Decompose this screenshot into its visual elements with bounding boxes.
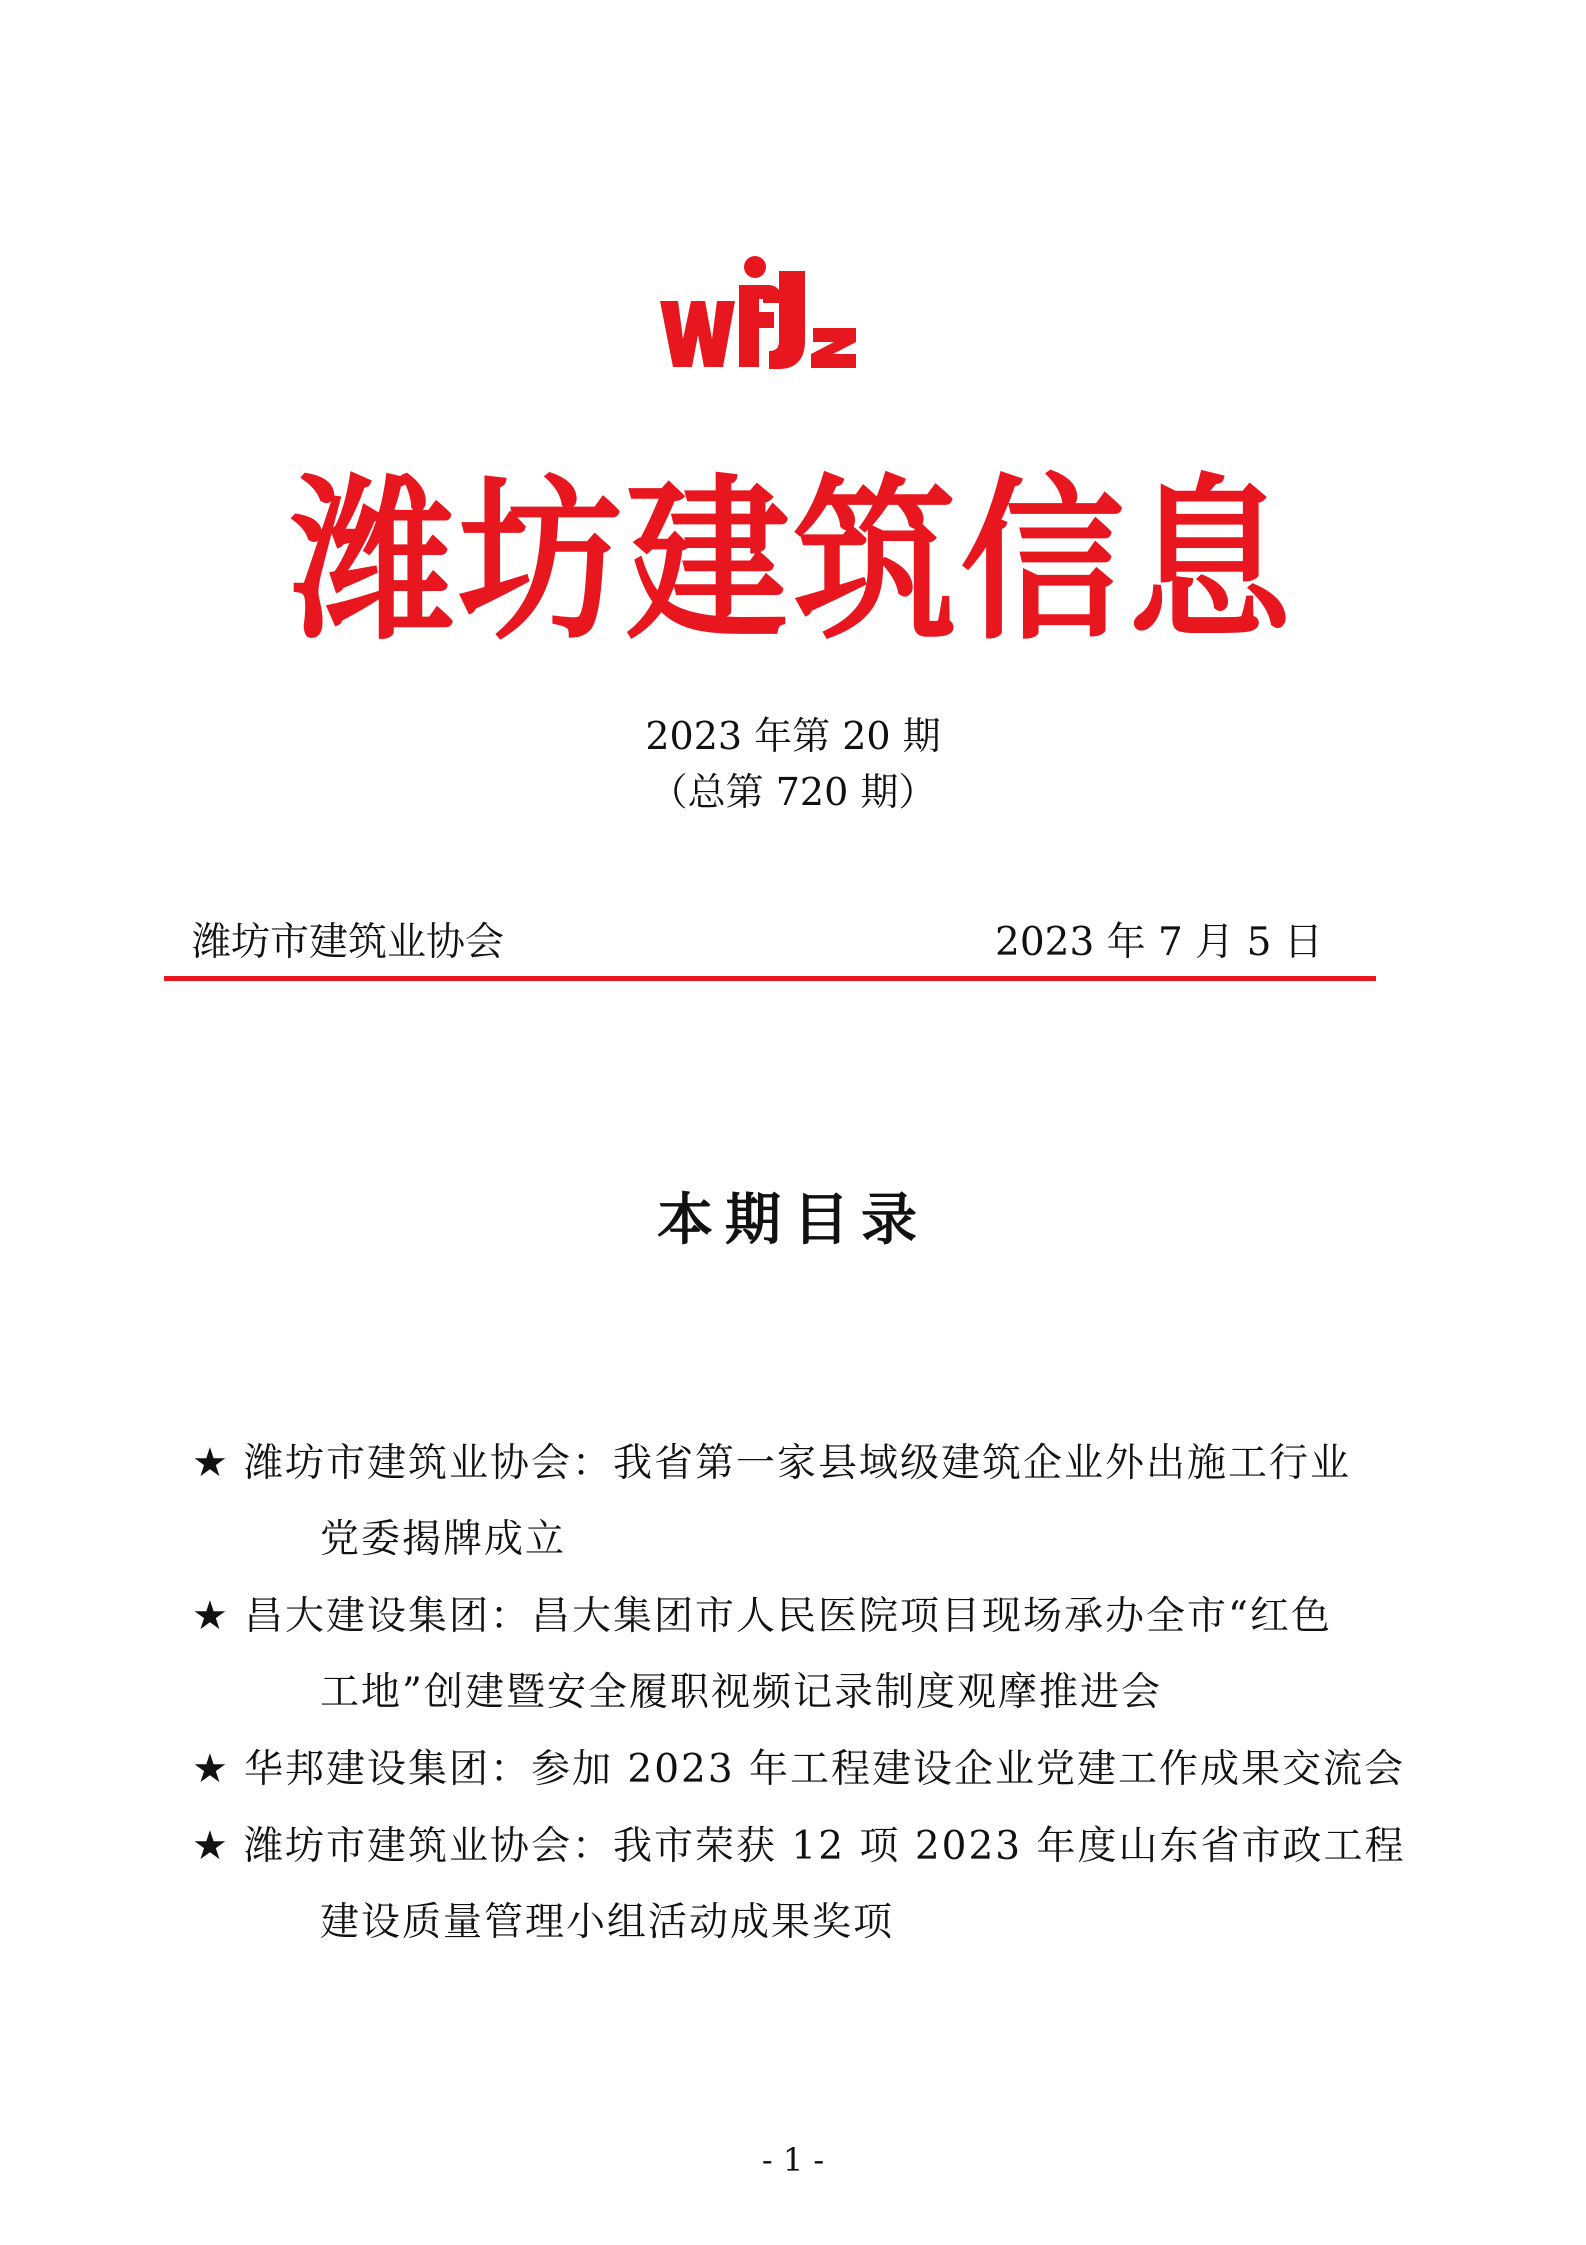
toc-item-headline-continued: 建设质量管理小组活动成果奖项 xyxy=(320,1900,895,1945)
wfjz-logo xyxy=(655,245,860,380)
masthead-wordmark xyxy=(56,450,1531,650)
toc-item-source: 潍坊市建筑业协会： xyxy=(244,1824,614,1869)
toc-item[interactable] xyxy=(192,1808,1406,1961)
toc-item[interactable] xyxy=(192,1731,1406,1808)
toc-item-source: 华邦建设集团： xyxy=(244,1747,532,1792)
toc-item-headline: 我省第一家县域级建筑企业外出施工行业 xyxy=(613,1441,1352,1486)
wfjz-logo-mark xyxy=(655,245,860,380)
toc-item[interactable] xyxy=(192,1578,1402,1731)
star-icon: ★ xyxy=(192,1440,230,1486)
issue-number: 2023 年第 20 期 xyxy=(645,714,941,758)
publisher: 潍坊市建筑业协会 xyxy=(192,920,505,965)
star-icon: ★ xyxy=(192,1823,230,1869)
cumulative-issue-number: （总第 720 期） xyxy=(649,770,937,814)
toc-item-headline-continued: 党委揭牌成立 xyxy=(320,1517,567,1562)
toc-item-source: 昌大建设集团： xyxy=(244,1594,532,1639)
publication-date: 2023 年 7 月 5 日 xyxy=(995,920,1323,965)
toc-item-source: 潍坊市建筑业协会： xyxy=(244,1441,614,1486)
masthead-title xyxy=(56,450,1531,690)
table-of-contents xyxy=(192,1425,1406,1961)
masthead-text: 潍坊建筑信息 xyxy=(290,459,1296,650)
toc-item-headline-continued: 工地”创建暨安全履职视频记录制度观摩推进会 xyxy=(320,1670,1162,1715)
star-icon: ★ xyxy=(192,1593,230,1639)
toc-item-headline: 昌大集团市人民医院项目现场承办全市“红色 xyxy=(531,1594,1332,1639)
toc-title: 本期目录 xyxy=(657,1187,929,1253)
page-number: - 1 - xyxy=(761,2141,825,2179)
star-icon: ★ xyxy=(192,1746,230,1792)
toc-item-headline: 我市荣获 12 项 2023 年度山东省市政工程 xyxy=(613,1824,1406,1869)
toc-item[interactable] xyxy=(192,1425,1402,1578)
header-divider xyxy=(164,976,1376,981)
toc-item-headline: 参加 2023 年工程建设企业党建工作成果交流会 xyxy=(531,1747,1406,1792)
